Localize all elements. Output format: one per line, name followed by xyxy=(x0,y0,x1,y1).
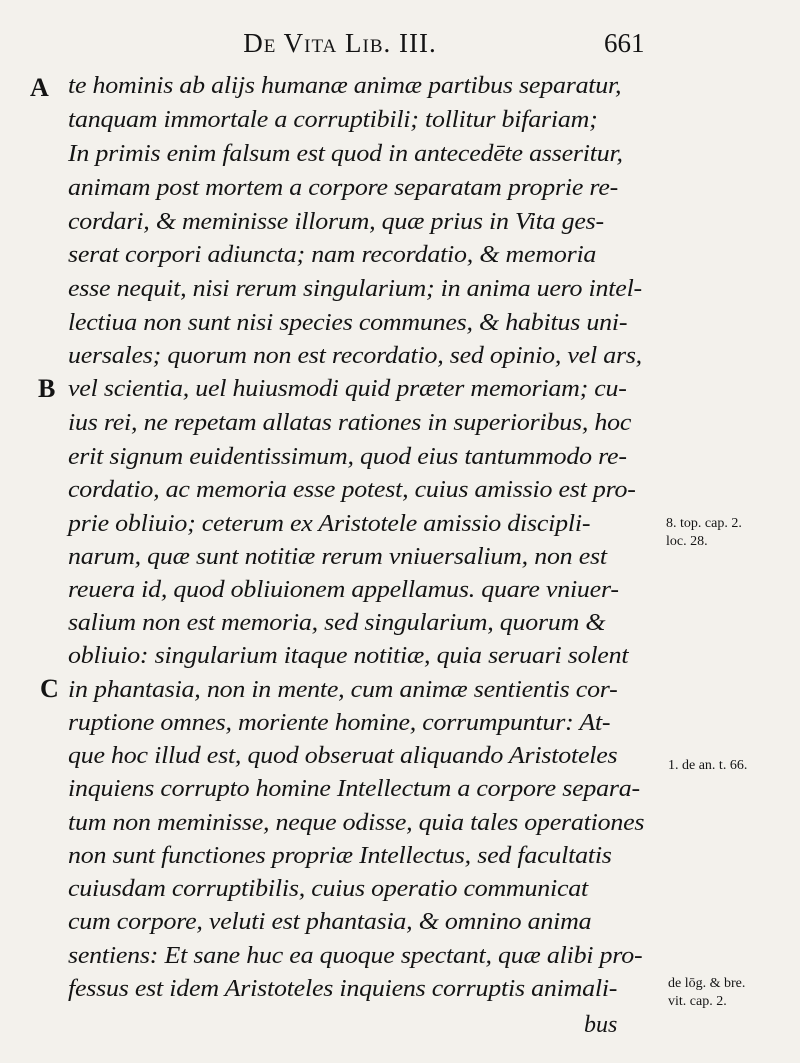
running-header: De Vita Lib. III. xyxy=(243,28,437,58)
text-line: animam post mortem a corpore separatam proprie re- xyxy=(68,175,619,201)
catchword: bus xyxy=(584,1012,618,1038)
page-number: 661 xyxy=(604,28,645,58)
text-line: tum non meminisse, neque odisse, quia tales operationes xyxy=(68,810,645,836)
text-line: ruptione omnes, moriente homine, corrumpuntur: At- xyxy=(68,710,611,736)
text-line: fessus est idem Aristoteles inquiens corruptis animali- xyxy=(68,976,618,1002)
marginal-note xyxy=(668,757,747,775)
text-line: obliuio: singularium itaque notitiæ, quia seruari solent xyxy=(68,643,629,669)
text-line: sentiens: Et sane huc ea quoque spectant, quæ alibi pro- xyxy=(68,943,643,969)
text-line: cum corpore, veluti est phantasia, & omnino anima xyxy=(68,909,592,935)
marginal-note-line: de lōg. & bre. xyxy=(668,976,746,991)
text-line: In primis enim falsum est quod in antecedēte asseritur, xyxy=(68,141,623,167)
text-line: reuera id, quod obliuionem appellamus. quare vniuer- xyxy=(68,577,619,603)
text-line: non sunt functiones propriæ Intellectus, sed facultatis xyxy=(68,843,612,869)
marginal-note-line: 8. top. cap. 2. xyxy=(666,516,742,531)
text-line: te hominis ab alijs humanæ animæ partibus separatur, xyxy=(68,73,622,99)
text-line: tanquam immortale a corruptibili; tollitur bifariam; xyxy=(68,107,598,133)
text-line: esse nequit, nisi rerum singularium; in anima uero intel- xyxy=(68,276,642,302)
text-line: serat corpori adiuncta; nam recordatio, & memoria xyxy=(68,242,597,268)
text-line: in phantasia, non in mente, cum animæ sentientis cor- xyxy=(68,677,618,703)
text-line: salium non est memoria, sed singularium, quorum & xyxy=(68,610,606,636)
section-letter-b: B xyxy=(38,374,56,403)
marginal-note xyxy=(668,975,745,1011)
text-line: cordatio, ac memoria esse potest, cuius amissio est pro- xyxy=(68,477,636,503)
text-line: cuiusdam corruptibilis, cuius operatio communicat xyxy=(68,876,589,902)
text-line: narum, quæ sunt notitiæ rerum vniuersalium, non est xyxy=(68,544,607,570)
text-line: cordari, & meminisse illorum, quæ prius in Vita ges- xyxy=(68,209,604,235)
text-line: ius rei, ne repetam allatas rationes in superioribus, hoc xyxy=(68,410,632,436)
text-line: prie obliuio; ceterum ex Aristotele amissio discipli- xyxy=(68,511,591,537)
text-line: uersales; quorum non est recordatio, sed opinio, vel ars, xyxy=(68,343,642,369)
text-line: lectiua non sunt nisi species communes, & habitus uni- xyxy=(68,310,628,336)
section-letter-a: A xyxy=(30,73,49,102)
section-letter-c: C xyxy=(40,674,59,703)
marginal-note-line: loc. 28. xyxy=(666,534,708,549)
marginal-note-line: 1. de an. t. 66. xyxy=(668,758,748,773)
text-line: que hoc illud est, quod obseruat aliquando Aristoteles xyxy=(68,743,618,769)
marginal-note xyxy=(666,515,742,551)
marginal-note-line: vit. cap. 2. xyxy=(668,994,727,1009)
text-line: erit signum euidentissimum, quod eius tantummodo re- xyxy=(68,444,627,470)
text-line: vel scientia, uel huiusmodi quid præter memoriam; cu- xyxy=(68,376,627,402)
text-line: inquiens corrupto homine Intellectum a corpore separa- xyxy=(68,776,640,802)
